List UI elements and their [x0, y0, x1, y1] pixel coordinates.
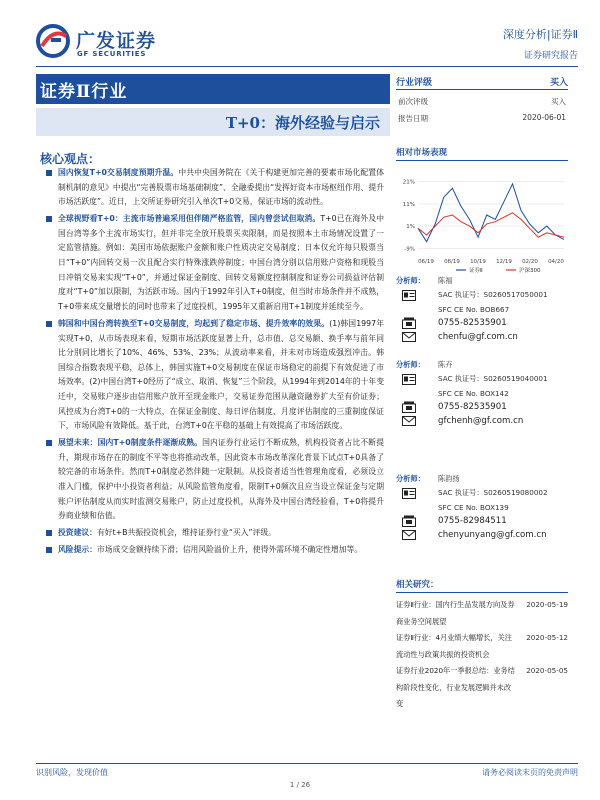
bullet-lead: 韩国和中国台湾转换至T+0交易制度，均起到了稳定市场、提升效率的效果。 — [58, 318, 330, 328]
footer-slogan: 识别风险，发现价值 — [36, 768, 108, 777]
mail-icon — [400, 330, 418, 344]
related-item[interactable] — [396, 630, 568, 663]
analyst-name-row — [396, 472, 568, 486]
phone-icon — [400, 400, 418, 414]
analyst-sac-row — [396, 486, 568, 500]
id-card-icon — [400, 372, 418, 386]
related-item-text: 证券行业2020年一季报总结：业务结构阶段性变化，行业发展逻辑并未改变 — [396, 666, 515, 708]
analyst-sac: SAC 执证号：S0260519080002 — [438, 488, 548, 497]
id-card-icon — [400, 486, 418, 500]
y-tick-label: -9% — [404, 246, 415, 253]
analyst-email-row — [396, 528, 568, 542]
x-tick-label: 08/19 — [444, 259, 460, 265]
bullet-item — [44, 317, 384, 434]
analyst-email[interactable]: chenfu@gf.com.cn — [438, 332, 518, 342]
gf-logo — [36, 22, 196, 62]
analyst-phone: 0755-82535901 — [438, 402, 507, 412]
bullet-item — [44, 543, 384, 558]
relative-performance — [396, 146, 568, 275]
analyst-block — [396, 274, 568, 344]
analyst-sac-row — [396, 288, 568, 302]
report-header — [503, 26, 578, 61]
prev-rating-label: 前次评级 — [398, 97, 428, 106]
chart-title: 相对市场表现 — [396, 146, 568, 161]
analyst-block — [396, 358, 568, 428]
industry-rating — [396, 74, 568, 124]
related-item-text: 证券Ⅱ行业：4月业绩大幅增长，关注流动性与政策共振的投资机会 — [396, 633, 512, 659]
core-viewpoints — [44, 166, 384, 560]
analyst-sfc: SFC CE No. BOB667 — [438, 304, 510, 314]
title-banner — [36, 74, 390, 138]
related-item-date: 2020-05-05 — [526, 666, 568, 675]
analyst-phone-row — [396, 514, 568, 528]
bullet-text: 中共中央国务院在《关于构建更加完善的要素市场化配置体制机制的意见》中提出“完善股票市场基础制度”、全融委提出“发挥好资本市场枢纽作用、提升市场活跃度”。近日，上交所证券研究引入单次T+0交易，保证市场的流动性。 — [58, 168, 385, 207]
series-line — [418, 184, 564, 242]
report-subtitle: T+0：海外经验与启示 — [225, 113, 380, 132]
header-divider — [36, 66, 578, 67]
bullet-text: 国内证券行业运行不断成熟，机构投资者占比不断提升，期现市场存在的制度不平等也将推动改革，因此资本市场改革深化背景下试点T+0具备了较完备的市场条件。然而T+0制度必然伴随一定限制。从投资者适当性管理角度看，必须设立准入门槛，保护中小投资者利益；从风险监管角度看，限制T+0频次且应当设立保证金与定期账户评估制度从而实时监测交易账户，防止过度投机，从海外及中国台湾经验看，T+0将提升券商业绩和估值。 — [58, 438, 385, 521]
analyst-label: 分析师： — [396, 276, 425, 285]
analyst-name: 陈卉 — [438, 360, 453, 369]
phone-icon — [400, 316, 418, 330]
analyst-label: 分析师： — [396, 360, 425, 369]
x-tick-label: 04/20 — [548, 259, 564, 265]
report-subtype: 证券研究报告 — [523, 51, 578, 61]
bullet-lead: 风险提示： — [58, 545, 97, 555]
related-research — [396, 578, 568, 713]
blank-icon — [400, 386, 418, 400]
rating-header — [396, 74, 568, 90]
blank-icon — [400, 500, 418, 514]
analyst-sac: SAC 执证号：S0260517050001 — [438, 290, 548, 299]
analyst-email[interactable]: gfchenh@gf.com.cn — [438, 416, 524, 426]
rating-title: 行业评级 — [396, 78, 433, 88]
x-tick-label: 02/20 — [522, 259, 538, 265]
related-item-date: 2020-05-12 — [526, 633, 568, 642]
industry-bar — [36, 74, 390, 104]
core-viewpoints-title: 核心观点： — [40, 152, 101, 166]
relative-performance-chart — [396, 167, 568, 275]
analyst-sfc-row — [396, 386, 568, 400]
analyst-phone: 0755-82984511 — [438, 516, 507, 526]
bullet-item — [44, 166, 384, 210]
analyst-email[interactable]: chenyunyang@gf.com.cn — [438, 530, 547, 540]
bullet-item — [44, 212, 384, 314]
footer-disclaimer[interactable]: 请务必阅读末页的免责声明 — [482, 768, 578, 777]
mail-icon — [400, 414, 418, 428]
bullet-lead: 展望未来：国内T+0制度条件逐渐成熟。 — [58, 438, 203, 448]
bullet-lead: 投资建议： — [58, 528, 97, 538]
analyst-sac: SAC 执证号：S0260519040001 — [438, 374, 548, 383]
analyst-sfc: SFC CE No. BOX142 — [438, 388, 509, 398]
bullet-text: 市场成交金额持续下滑；信用风险溢价上升，使得外需环境不确定性增加等。 — [96, 545, 363, 555]
x-tick-label: 12/19 — [496, 259, 512, 265]
related-item[interactable] — [396, 663, 568, 713]
footer-divider — [36, 763, 578, 764]
y-tick-label: 11% — [402, 201, 415, 208]
bullet-text: (1)韩国1997年实现T+0，从市场表现来看，短期市场活跃度显著上升，总市值、总交易额、换手率与前年同比分别同比增长了10%、46%、53%、23%；从波动率来看，并未对市场造成强烈冲击。韩国综合指数表现平稳，总体上，韩国实施T+0交易制度在保证市场稳定的前提下有效促进了市场效率。(2)中国台湾T+0经历了“成立、取消、恢复”三个阶段，从1994年到2014年的十年变迁中，交易账户逐步由信用账户放开至现金账户，交易证券范围从融资融券扩大至有价证券；风控成为台湾T+0的一大特点，在保证金制度、每日评估制度、月度评估制度的三重制度保证下，市场风险有效降低。基于此，台湾T+0在平稳的基础上有效提高了市场活跃度。 — [58, 318, 384, 431]
gf-logo-mark-icon — [36, 24, 70, 58]
report-date-value: 2020-06-01 — [522, 113, 566, 122]
analyst-email-row — [396, 330, 568, 344]
bullet-text: 有好t+B共振投资机会，维持证券行业“买入”评级。 — [96, 528, 276, 538]
bullet-item — [44, 526, 384, 541]
legend-label: 沪深300 — [519, 268, 541, 274]
industry-title: 证券Ⅱ行业 — [40, 81, 128, 102]
report-date-row — [396, 113, 568, 124]
y-tick-label: 1% — [406, 224, 415, 231]
analyst-name: 陈韵扬 — [438, 474, 460, 483]
x-tick-label: 06/19 — [418, 259, 434, 265]
analyst-phone: 0755-82535901 — [438, 318, 507, 328]
related-item-date: 2020-05-19 — [526, 600, 568, 609]
logo-text-en: GF SECURITIES — [77, 50, 147, 58]
analyst-phone-row — [396, 400, 568, 414]
analyst-sfc-row — [396, 302, 568, 316]
report-date-label: 报告日期 — [398, 114, 428, 123]
logo-text-cn: 广发证券 — [76, 30, 157, 52]
id-card-icon — [400, 288, 418, 302]
prev-rating-value: 买入 — [551, 97, 566, 106]
related-item-text: 证券Ⅱ行业：国内行生品发展方向及券商业务空间展望 — [396, 600, 515, 626]
bullet-lead: 国内恢复T+0交易制度预期升温。 — [58, 168, 179, 177]
analyst-label: 分析师： — [396, 474, 425, 483]
analyst-sac-row — [396, 372, 568, 386]
report-type: 深度分析|证券Ⅱ — [502, 28, 578, 41]
related-title: 相关研究： — [396, 578, 568, 593]
analyst-phone-row — [396, 316, 568, 330]
x-tick-label: 10/19 — [470, 259, 486, 265]
subtitle-bar — [36, 108, 390, 136]
analyst-block — [396, 472, 568, 542]
y-tick-label: 21% — [402, 179, 415, 186]
related-item[interactable] — [396, 597, 568, 630]
bullet-lead: 全球视野看T+0：主流市场普遍采用但伴随严格监管，国内曾尝试但取消。 — [58, 214, 321, 224]
mail-icon — [400, 528, 418, 542]
blank-icon — [400, 302, 418, 316]
analyst-email-row — [396, 414, 568, 428]
analyst-name-row — [396, 274, 568, 288]
rating-value: 买入 — [549, 78, 568, 88]
analyst-sfc-row — [396, 500, 568, 514]
bullet-text: T+0已在海外及中国台湾等多个主流市场实行，但并非完全放开股票买卖限制，而是按照本土市场情况设置了一定监管措施。例如：美国市场依据账户金额和账户性质决定交易制度；日本仅允许每只股票当日“T+0”内回转交易一次且配合实行特殊涨跌停制度；中国台湾分别以信用账户资格和现股当日冲销交易来实现“T+0”，并通过保证金制度、回转交易额度控制制度和证券公司损益评估制度对“T+0”加以限制，为活跃市场。国内于1992年引入T+0制度，但当时市场条件并不成熟，T+0带来成交量增长的同时也带来了过度投机，1995年又重新启用T+1制度并延续至今。 — [58, 214, 384, 311]
phone-icon — [400, 514, 418, 528]
analyst-name: 陈福 — [438, 276, 453, 285]
bullet-item — [44, 436, 384, 524]
analyst-sfc: SFC CE No. BOX139 — [438, 502, 509, 512]
legend-label: 证券Ⅱ — [469, 268, 483, 274]
page-number: 1 / 26 — [289, 781, 311, 789]
prev-rating-row — [396, 96, 568, 107]
series-line — [418, 213, 564, 237]
analyst-name-row — [396, 358, 568, 372]
